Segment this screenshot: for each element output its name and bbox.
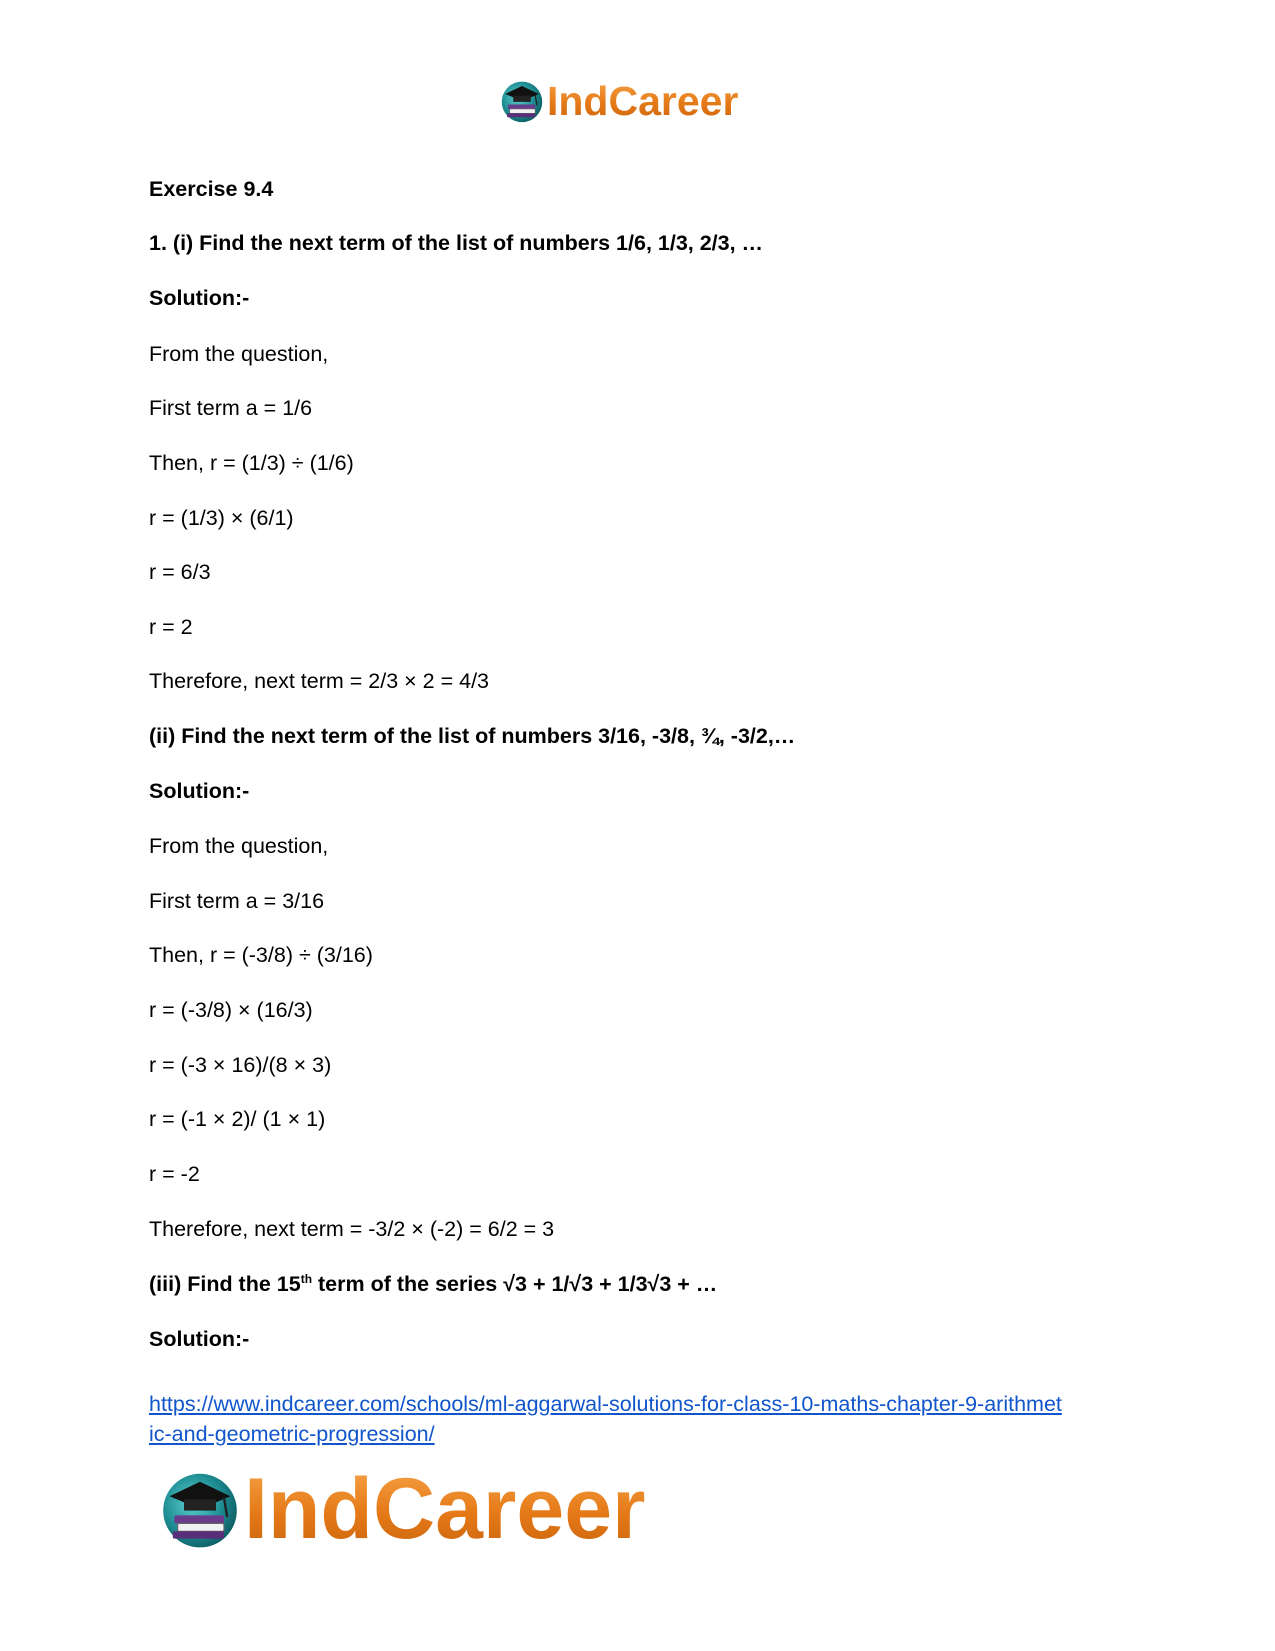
footer-logo-text: IndCareer	[244, 1461, 646, 1557]
solution-step: Then, r = (1/3) ÷ (1/6)	[149, 451, 354, 475]
solution-step: Therefore, next term = -3/2 × (-2) = 6/2 = 3	[149, 1217, 555, 1241]
ordinal-superscript: th	[300, 1272, 313, 1287]
solution-step: Then, r = (-3/8) ÷ (3/16)	[149, 943, 373, 967]
solution-step: r = -2	[149, 1162, 200, 1186]
source-link[interactable]	[149, 1389, 1062, 1449]
solution-step: r = (1/3) × (6/1)	[149, 506, 294, 530]
question-1-iii	[149, 1271, 717, 1297]
solution-step: From the question,	[149, 834, 329, 858]
solution-label-2: Solution:-	[149, 779, 250, 803]
solution-step: First term a = 3/16	[149, 889, 325, 913]
footer-logo	[160, 1463, 646, 1555]
solution-label-3: Solution:-	[149, 1327, 250, 1351]
question-1-i: 1. (i) Find the next term of the list of numbers 1/6, 1/3, 2/3, …	[149, 231, 764, 255]
header-logo	[500, 78, 738, 124]
solution-step: r = 6/3	[149, 560, 211, 584]
solution-step: r = 2	[149, 615, 193, 639]
source-link-line-1: https://www.indcareer.com/schools/ml-aggarwal-solutions-for-class-10-maths-chapter-9-arithmet	[149, 1392, 1062, 1416]
header-logo-text: IndCareer	[547, 78, 739, 124]
question-1-iii-prefix: (iii) Find the 15	[149, 1272, 301, 1296]
exercise-title: Exercise 9.4	[149, 177, 274, 201]
solution-step: r = (-3 × 16)/(8 × 3)	[149, 1053, 332, 1077]
solution-step: Therefore, next term = 2/3 × 2 = 4/3	[149, 669, 490, 693]
solution-label-1: Solution:-	[149, 286, 250, 310]
source-link-line-2: ic-and-geometric-progression/	[149, 1422, 435, 1446]
graduation-cap-book-icon	[500, 79, 544, 123]
question-1-iii-suffix: term of the series √3 + 1/√3 + 1/3√3 + …	[312, 1272, 718, 1296]
solution-step: r = (-3/8) × (16/3)	[149, 998, 313, 1022]
graduation-cap-book-icon	[160, 1469, 240, 1549]
question-1-ii: (ii) Find the next term of the list of numbers 3/16, -3/8, ¾, -3/2,…	[149, 724, 796, 748]
solution-step: From the question,	[149, 342, 329, 366]
solution-step: r = (-1 × 2)/ (1 × 1)	[149, 1107, 326, 1131]
solution-step: First term a = 1/6	[149, 396, 313, 420]
